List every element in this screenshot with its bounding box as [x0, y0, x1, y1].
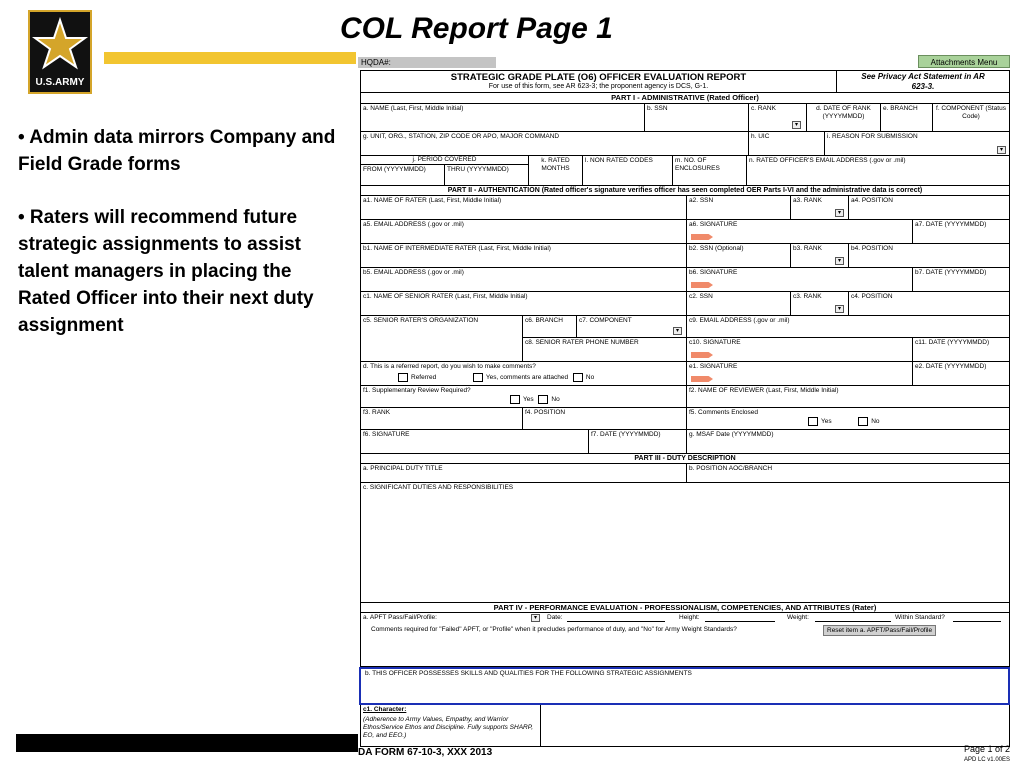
black-footer-bar — [16, 734, 358, 752]
p2-sr-branch[interactable]: c6. BRANCH — [523, 316, 577, 338]
slide-title: COL Report Page 1 — [340, 12, 613, 45]
p2-int-rater-signature[interactable]: b6. SIGNATURE — [687, 268, 913, 292]
p1-uic[interactable]: h. UIC — [749, 132, 825, 156]
comments-no-label: No — [585, 374, 595, 382]
p2-reviewer-name[interactable]: f2. NAME OF REVIEWER (Last, First, Middle Initial) — [687, 386, 1009, 408]
page-number — [964, 745, 1010, 765]
supp-no-label: No — [551, 396, 560, 404]
p4-height-label: Height: — [679, 614, 700, 621]
comments-no-checkbox[interactable] — [573, 373, 583, 382]
p2-reviewer-signature[interactable]: f6. SIGNATURE — [361, 430, 589, 454]
p2-sr-ssn[interactable]: c2. SSN — [687, 292, 791, 316]
p1-email[interactable]: n. RATED OFFICER'S EMAIL ADDRESS (.gov or .mil) — [747, 156, 1009, 186]
p1-rated-months[interactable]: k. RATED MONTHS — [529, 156, 583, 186]
p2-sr-email[interactable]: c9. EMAIL ADDRESS (.gov or .mil) — [687, 316, 1009, 338]
p4-comments-required: Comments required for "Failed" APFT, or "Profile" when it precludes performance of duty, and "No" for Army Weight Standards? — [371, 626, 737, 633]
part1-header: PART I - ADMINISTRATIVE (Rated Officer) — [361, 93, 1009, 104]
p2-sr-date[interactable]: c11. DATE (YYYYMMDD) — [913, 338, 1009, 362]
p4-weight-input[interactable] — [815, 621, 891, 622]
logo-text: U.S.ARMY — [35, 77, 85, 88]
p1-non-rated-codes[interactable]: l. NON RATED CODES — [583, 156, 673, 186]
comments-yes-label: Yes, comments are attached — [485, 374, 569, 382]
p4-weight-label: Weight: — [787, 614, 809, 621]
star-icon — [30, 14, 90, 74]
bullet-item: • Admin data mirrors Company and Field Grade forms — [18, 127, 336, 175]
signature-arrow-icon[interactable] — [691, 234, 713, 240]
p4-apft-label: a. APFT Pass/Fail/Profile: — [363, 614, 437, 621]
p4-character[interactable] — [361, 705, 541, 747]
attachments-menu-button[interactable]: Attachments Menu — [918, 55, 1010, 68]
p4-date-label: Date: — [547, 614, 563, 621]
form-title: STRATEGIC GRADE PLATE (O6) OFFICER EVALUATION REPORT — [450, 72, 747, 83]
p2-sr-phone[interactable]: c8. SENIOR RATER PHONE NUMBER — [523, 338, 687, 362]
p2-supplementary — [361, 386, 687, 408]
p2-supplementary-question: f1. Supplementary Review Required? — [363, 387, 471, 394]
f5-no-checkbox[interactable] — [858, 417, 868, 426]
p2-msaf-date[interactable]: g. MSAF Date (YYYYMMDD) — [687, 430, 1009, 454]
part3-header: PART III - DUTY DESCRIPTION — [361, 454, 1009, 464]
p1-period-label: j. PERIOD COVERED — [361, 156, 528, 165]
hqda-field[interactable]: HQDA#: — [358, 57, 496, 68]
p2-int-rater-rank[interactable]: b3. RANK — [791, 244, 849, 268]
p2-rater-ssn[interactable]: a2. SSN — [687, 196, 791, 220]
p2-rater-position[interactable]: a4. POSITION — [849, 196, 1009, 220]
p4-within-input[interactable] — [953, 621, 1001, 622]
f5-no-label: No — [871, 418, 880, 426]
p2-sr-name[interactable]: c1. NAME OF SENIOR RATER (Last, First, Middle Initial) — [361, 292, 687, 316]
p1-branch[interactable]: e. BRANCH — [881, 104, 933, 132]
supp-no-checkbox[interactable] — [538, 395, 548, 404]
p2-referred-question: d. This is a referred report, do you wish to make comments? — [363, 363, 536, 370]
dropdown-icon[interactable]: ▾ — [673, 327, 682, 335]
p2-int-rater-position[interactable]: b4. POSITION — [849, 244, 1009, 268]
p2-sr-position[interactable]: c4. POSITION — [849, 292, 1009, 316]
dropdown-icon[interactable]: ▾ — [997, 146, 1006, 154]
p1-from[interactable]: FROM (YYYYMMDD) — [361, 165, 445, 185]
bullet-list — [18, 124, 336, 365]
p4-character-label: c1. Character: — [363, 706, 407, 713]
privacy-statement: See Privacy Act Statement in AR 623-3. — [837, 71, 1009, 93]
dropdown-icon[interactable]: ▾ — [835, 209, 844, 217]
signature-arrow-icon[interactable] — [691, 282, 713, 288]
dropdown-icon[interactable]: ▾ — [531, 614, 540, 622]
p2-ro-date[interactable]: e2. DATE (YYYYMMDD) — [913, 362, 1009, 386]
p2-rater-email[interactable]: a5. EMAIL ADDRESS (.gov or .mil) — [361, 220, 687, 244]
p4-within-label: Within Standard? — [895, 614, 945, 621]
p2-reviewer-position[interactable]: f4. POSITION — [523, 408, 687, 430]
dropdown-icon[interactable]: ▾ — [835, 305, 844, 313]
signature-arrow-icon[interactable] — [691, 376, 713, 382]
p1-enclosures[interactable]: m. NO. OF ENCLOSURES — [673, 156, 747, 186]
p2-sr-org[interactable]: c5. SENIOR RATER'S ORGANIZATION — [361, 316, 523, 362]
p2-reviewer-rank[interactable]: f3. RANK — [361, 408, 523, 430]
p1-reason[interactable]: i. REASON FOR SUBMISSION — [825, 132, 1009, 156]
p2-int-rater-ssn[interactable]: b2. SSN (Optional) — [687, 244, 791, 268]
part4-header: PART IV - PERFORMANCE EVALUATION - PROFESSIONALISM, COMPETENCIES, AND ATTRIBUTES (Rater) — [361, 603, 1009, 613]
p1-component[interactable]: f. COMPONENT (Status Code) — [933, 104, 1009, 132]
p3-duties[interactable]: c. SIGNIFICANT DUTIES AND RESPONSIBILITIES — [361, 483, 1009, 603]
form-title-block — [361, 71, 837, 93]
form-number: DA FORM 67-10-3, XXX 2013 — [358, 747, 493, 758]
us-army-logo — [28, 10, 92, 94]
p2-sr-signature[interactable]: c10. SIGNATURE — [687, 338, 913, 362]
part2-header: PART II - AUTHENTICATION (Rated officer's signature verifies officer has seen completed OER Parts I-VI and the administrative data is correct) — [361, 186, 1009, 196]
page-count: Page 1 of 2 — [963, 744, 1010, 754]
p3-position-aoc[interactable]: b. POSITION AOC/BRANCH — [687, 464, 1009, 483]
p1-thru[interactable]: THRU (YYYYMMDD) — [447, 166, 509, 173]
dropdown-icon[interactable]: ▾ — [792, 121, 801, 129]
p2-rater-date[interactable]: a7. DATE (YYYYMMDD) — [913, 220, 1009, 244]
bullet-item: • Raters will recommend future strategic assignments to assist talent managers in placing the Rated Officer into their next duty assignment — [18, 207, 314, 336]
p2-referred — [361, 362, 687, 386]
p2-sr-rank[interactable]: c3. RANK — [791, 292, 849, 316]
form-version: APD LC v1.00ES — [963, 757, 1010, 763]
p1-name[interactable]: a. NAME (Last, First, Middle Initial) — [361, 104, 645, 132]
form-frame — [360, 70, 1010, 747]
f5-yes-checkbox[interactable] — [808, 417, 818, 426]
p4-strategic-assignments[interactable]: b. THIS OFFICER POSSESSES SKILLS AND QUALITIES FOR THE FOLLOWING STRATEGIC ASSIGNMENTS — [365, 670, 692, 677]
p2-comments-enclosed-label: f5. Comments Enclosed — [689, 409, 759, 416]
form-subtitle: For use of this form, see AR 623-3; the proponent agency is DCS, G-1. — [488, 83, 709, 90]
supp-yes-checkbox[interactable] — [510, 395, 520, 404]
p2-rater-rank[interactable]: a3. RANK — [791, 196, 849, 220]
p2-rater-name[interactable]: a1. NAME OF RATER (Last, First, Middle Initial) — [361, 196, 687, 220]
reset-apft-button[interactable]: Reset item a. APFT/Pass/Fail/Profile — [823, 625, 936, 636]
p2-comments-enclosed — [687, 408, 1009, 430]
comments-yes-checkbox[interactable] — [473, 373, 483, 382]
p1-unit[interactable]: g. UNIT, ORG., STATION, ZIP CODE OR APO, MAJOR COMMAND — [361, 132, 749, 156]
signature-arrow-icon[interactable] — [691, 352, 713, 358]
p4-date-input[interactable] — [567, 621, 665, 622]
p2-int-rater-email[interactable]: b5. EMAIL ADDRESS (.gov or .mil) — [361, 268, 687, 292]
p1-ssn[interactable]: b. SSN — [645, 104, 749, 132]
p1-period-covered — [361, 156, 529, 186]
supp-yes-label: Yes — [523, 396, 534, 404]
p1-rank[interactable]: c. RANK — [749, 104, 807, 132]
referred-label: Referred — [411, 374, 437, 382]
p1-date-of-rank[interactable]: d. DATE OF RANK (YYYYMMDD) — [807, 104, 881, 132]
p4-apft — [361, 613, 1009, 667]
p2-int-rater-date[interactable]: b7. DATE (YYYYMMDD) — [913, 268, 1009, 292]
p2-sr-component[interactable]: c7. COMPONENT — [577, 316, 687, 338]
p2-reviewer-date[interactable]: f7. DATE (YYYYMMDD) — [589, 430, 687, 454]
p3-duty-title[interactable]: a. PRINCIPAL DUTY TITLE — [361, 464, 687, 483]
p2-ro-signature[interactable]: e1. SIGNATURE — [687, 362, 913, 386]
gold-divider-bar — [104, 52, 356, 64]
referred-checkbox[interactable] — [398, 373, 408, 382]
p4-character-desc: (Adherence to Army Values, Empathy, and Warrior Ethos/Service Ethos and Discipline. Fully supports SHARP, EO, and EEO.) — [363, 716, 534, 739]
p4-height-input[interactable] — [705, 621, 775, 622]
dropdown-icon[interactable]: ▾ — [835, 257, 844, 265]
p2-rater-signature[interactable]: a6. SIGNATURE — [687, 220, 913, 244]
oer-form — [358, 55, 1012, 767]
f5-yes-label: Yes — [821, 418, 832, 426]
p2-int-rater-name[interactable]: b1. NAME OF INTERMEDIATE RATER (Last, First, Middle Initial) — [361, 244, 687, 268]
